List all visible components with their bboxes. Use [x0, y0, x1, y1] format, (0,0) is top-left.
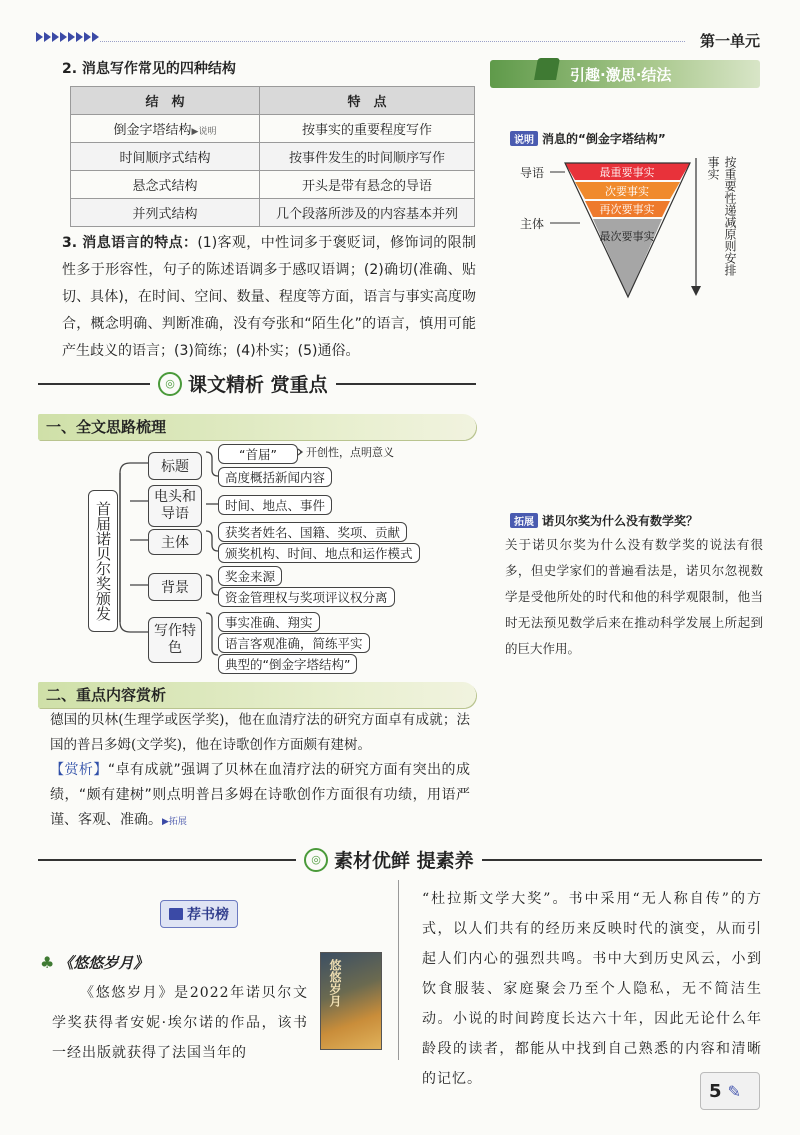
part1-title: 一、全文思路梳理: [38, 414, 476, 440]
mindmap-leaf: 颁奖机构、时间、地点和运作模式: [218, 543, 420, 563]
part2-title: 二、重点内容赏析: [38, 682, 476, 708]
section2-heading: 2. 消息写作常见的四种结构: [62, 61, 236, 77]
book-title: 《悠悠岁月》: [58, 954, 149, 972]
table-header-row: [71, 87, 475, 115]
mindmap-leaf: 语言客观准确，简练平实: [218, 633, 370, 653]
recommend-badge: [160, 900, 238, 928]
extend-tag[interactable]: ▶拓展: [162, 817, 187, 827]
analysis-text: “卓有成就”强调了贝林在血清疗法的研究方面有突出的成绩，“颇有建树”则点明普吕多姆在诗歌创作方面很有功绩，用语严谨、客观、准确。: [50, 762, 471, 828]
analysis-tag: 【赏析】: [50, 762, 108, 778]
swirl-icon: ◎: [304, 848, 328, 872]
table-row: [71, 115, 475, 143]
mindmap-leaf: 奖金来源: [218, 566, 282, 586]
table-row: [71, 199, 475, 227]
table-cell: 开头是带有悬念的导语: [260, 171, 475, 199]
mindmap-leaf: “首届”: [218, 444, 298, 464]
book-cover-image: [320, 952, 382, 1050]
extend-badge: 拓展: [510, 513, 538, 528]
column-divider: [398, 880, 399, 1060]
extend-title: 诺贝尔奖为什么没有数学奖？: [542, 514, 699, 528]
mindmap-root-label: 首届诺贝尔奖颁发: [94, 501, 112, 621]
pyramid-label: 次要事实: [605, 185, 649, 198]
structure-table: [70, 86, 475, 227]
page-number-box: [700, 1072, 760, 1110]
banner1-title: 课文精析 赏重点: [188, 374, 328, 396]
right-banner: [490, 60, 760, 88]
book-intro-left: 《悠悠岁月》是2022年诺贝尔文学奖获得者安妮·埃尔诺的作品，该书一经出版就获得了法国当年的: [52, 985, 308, 1061]
mindmap-leaf: 典型的“倒金字塔结构”: [218, 654, 357, 674]
mindmap-branch-body: 主体: [148, 529, 202, 555]
recommend-badge-label: 荐书榜: [187, 907, 229, 923]
banner2: [296, 846, 482, 873]
lead-label: 导语: [520, 166, 545, 180]
mindmap-branch-lead: 电头和导语: [148, 485, 202, 527]
mindmap-leaf: 时间、地点、事件: [218, 495, 332, 515]
right-banner-title: 引趣·激思·结法: [570, 66, 672, 84]
table-header: 特 点: [260, 87, 475, 115]
section3-text: (1)客观，中性词多于褒贬词，修饰词的限制性多于形容性，句子的陈述语调多于感叹语调；(2)确切(准确、贴切、具体)，在时间、空间、数量、程度等方面，语言与事实高度吻合，概念明确、判断准确，没有夸张和“陌生化”的语言，慎用可能产生歧义的语言；(3)简练；(4)朴实；(5)通俗。: [62, 235, 476, 359]
table-row: [71, 143, 475, 171]
mindmap-branch-title: 标题: [148, 452, 202, 480]
part2-analysis: [50, 758, 470, 835]
table-cell: 悬念式结构: [71, 171, 260, 199]
table-cell: 按事件发生的时间顺序写作: [260, 143, 475, 171]
pyramid-note-title: 消息的“倒金字塔结构”: [542, 132, 666, 146]
extend-paragraph: 关于诺贝尔奖为什么没有数学奖的说法有很多，但史学家们的普遍看法是，诺贝尔忽视数学是受他所处的时代和他的科学观限制，他当时无法预见数学后来在推动科学发展上所起到的巨大作用。: [505, 537, 763, 656]
books-icon: [169, 908, 183, 920]
unit-title: 第一单元: [699, 32, 760, 50]
extend-heading: [510, 512, 698, 529]
section3-heading: 3. 消息语言的特点：: [62, 235, 198, 251]
mindmap-branch-background: 背景: [148, 573, 202, 601]
note-badge: 说明: [510, 131, 538, 146]
part2-quote: 德国的贝林(生理学或医学奖)，他在血清疗法的研究方面卓有成就；法国的普吕多姆(文学奖)，他在诗歌创作方面颇有建树。: [50, 712, 470, 753]
body-label: 主体: [520, 217, 545, 231]
swirl-icon: ◎: [158, 372, 182, 396]
table-cell: [71, 115, 260, 143]
pyramid-side-text: 按重要性递减原则安排事实: [706, 156, 737, 276]
banner1: [150, 370, 336, 397]
pyramid-label: 最次要事实: [599, 230, 655, 243]
table-row: [71, 171, 475, 199]
book-title-row: [40, 952, 148, 973]
page-number: 5: [709, 1080, 722, 1102]
book-cover-title: 悠悠岁月: [328, 959, 342, 1007]
leaf-icon: ♣: [40, 953, 55, 972]
leaf-icon: ✎: [727, 1081, 741, 1101]
mindmap-leaf: 获奖者姓名、国籍、奖项、贡献: [218, 522, 407, 542]
header-rule: [100, 41, 685, 42]
table-cell: 几个段落所涉及的内容基本并列: [260, 199, 475, 227]
banner2-title: 素材优鲜 提素养: [334, 850, 474, 872]
book-intro-right: “杜拉斯文学大奖”。书中采用“无人称自传”的方式，以人们共有的经历来反映时代的演变，从而引起人们内心的强烈共鸣。书中大到历史风云，小到饮食服装、家庭聚会乃至个人隐私，无不简洁生动。小说的时间跨度长达六十年，因此无论什么年龄段的读者，都能从中找到自己熟悉的内容和清晰的记忆。: [422, 891, 762, 1087]
table-cell: 并列式结构: [71, 199, 260, 227]
mindmap-leaf: 资金管理权与奖项评议权分离: [218, 587, 395, 607]
mindmap-leaf: 高度概括新闻内容: [218, 467, 332, 487]
header-arrows: [36, 30, 100, 44]
table-cell: 时间顺序式结构: [71, 143, 260, 171]
table-header: 结 构: [71, 87, 260, 115]
table-cell: 按事实的重要程度写作: [260, 115, 475, 143]
down-arrow-icon: [690, 158, 702, 298]
mindmap-annotation: 开创性，点明意义: [306, 446, 394, 459]
mindmap-root: [88, 490, 118, 632]
mindmap-leaf: 事实准确、翔实: [218, 612, 320, 632]
book-icon: [534, 58, 560, 80]
pyramid-label: 最重要事实: [599, 166, 655, 179]
section3-paragraph: [62, 230, 476, 365]
mindmap-branch-features: 写作特色: [148, 617, 202, 663]
pyramid-label: 再次要事实: [599, 203, 655, 216]
structure-name: 倒金字塔结构: [113, 123, 192, 138]
pyramid-note-heading: [510, 130, 666, 147]
note-tag[interactable]: ▶说明: [191, 127, 217, 137]
